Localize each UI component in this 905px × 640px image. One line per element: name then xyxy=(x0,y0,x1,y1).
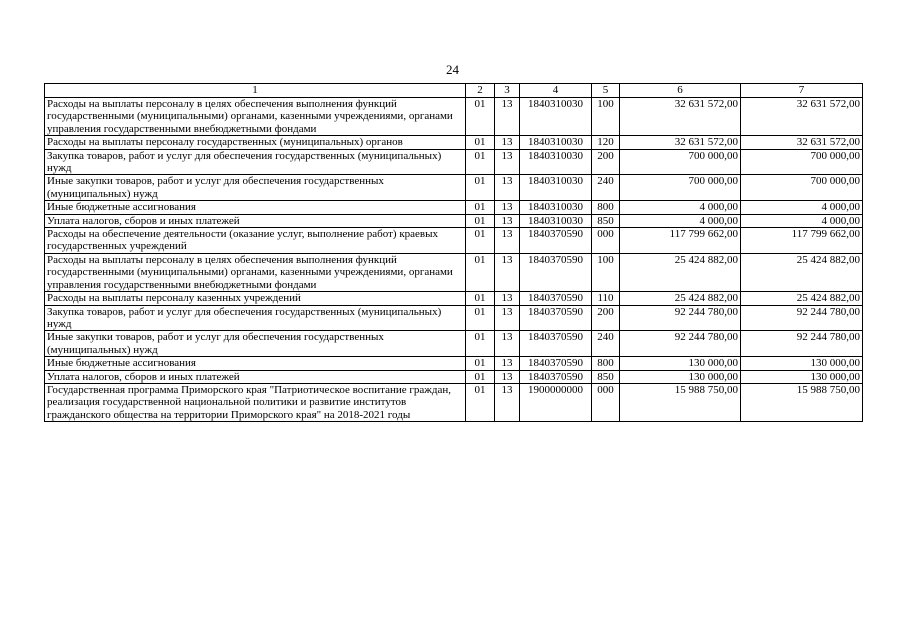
subsection-code-cell: 13 xyxy=(495,253,520,291)
amount-year1-cell: 25 424 882,00 xyxy=(620,292,741,305)
table-row xyxy=(45,331,863,357)
amount-year2-cell: 700 000,00 xyxy=(741,175,863,201)
expense-type-cell: 200 xyxy=(592,149,620,175)
section-code-cell: 01 xyxy=(466,253,495,291)
amount-year2-cell: 92 244 780,00 xyxy=(741,305,863,331)
expense-type-cell: 200 xyxy=(592,305,620,331)
target-article-cell: 1840310030 xyxy=(520,149,592,175)
table-row xyxy=(45,370,863,383)
row-name-cell: Иные бюджетные ассигнования xyxy=(45,201,466,214)
expense-type-cell: 120 xyxy=(592,136,620,149)
table-body xyxy=(45,98,863,422)
amount-year1-cell: 130 000,00 xyxy=(620,357,741,370)
target-article-cell: 1840370590 xyxy=(520,305,592,331)
column-header: 3 xyxy=(495,84,520,98)
target-article-cell: 1840370590 xyxy=(520,370,592,383)
target-article-cell: 1900000000 xyxy=(520,383,592,421)
section-code-cell: 01 xyxy=(466,175,495,201)
subsection-code-cell: 13 xyxy=(495,175,520,201)
subsection-code-cell: 13 xyxy=(495,357,520,370)
row-name-cell: Расходы на выплаты персоналу в целях обеспечения выполнения функций государственными (муниципальными) органами, казенными учреждениями, органами управления государственными внебюджетными фондами xyxy=(45,98,466,136)
amount-year2-cell: 117 799 662,00 xyxy=(741,228,863,254)
amount-year1-cell: 92 244 780,00 xyxy=(620,305,741,331)
expense-type-cell: 800 xyxy=(592,201,620,214)
expense-type-cell: 100 xyxy=(592,98,620,136)
amount-year2-cell: 32 631 572,00 xyxy=(741,136,863,149)
subsection-code-cell: 13 xyxy=(495,292,520,305)
amount-year2-cell: 4 000,00 xyxy=(741,201,863,214)
expense-type-cell: 850 xyxy=(592,370,620,383)
row-name-cell: Расходы на выплаты персоналу государственных (муниципальных) органов xyxy=(45,136,466,149)
target-article-cell: 1840310030 xyxy=(520,214,592,227)
table-row xyxy=(45,357,863,370)
table-row xyxy=(45,214,863,227)
section-code-cell: 01 xyxy=(466,383,495,421)
table-row xyxy=(45,149,863,175)
budget-table xyxy=(44,83,863,422)
expense-type-cell: 000 xyxy=(592,228,620,254)
subsection-code-cell: 13 xyxy=(495,228,520,254)
section-code-cell: 01 xyxy=(466,357,495,370)
target-article-cell: 1840310030 xyxy=(520,98,592,136)
amount-year1-cell: 32 631 572,00 xyxy=(620,98,741,136)
amount-year2-cell: 130 000,00 xyxy=(741,357,863,370)
expense-type-cell: 240 xyxy=(592,175,620,201)
target-article-cell: 1840310030 xyxy=(520,175,592,201)
amount-year1-cell: 32 631 572,00 xyxy=(620,136,741,149)
subsection-code-cell: 13 xyxy=(495,149,520,175)
table-row xyxy=(45,292,863,305)
header-row xyxy=(45,84,863,98)
section-code-cell: 01 xyxy=(466,149,495,175)
target-article-cell: 1840370590 xyxy=(520,331,592,357)
section-code-cell: 01 xyxy=(466,228,495,254)
table-row xyxy=(45,228,863,254)
expense-type-cell: 110 xyxy=(592,292,620,305)
row-name-cell: Расходы на обеспечение деятельности (оказание услуг, выполнение работ) краевых государственных учреждений xyxy=(45,228,466,254)
section-code-cell: 01 xyxy=(466,214,495,227)
row-name-cell: Уплата налогов, сборов и иных платежей xyxy=(45,214,466,227)
target-article-cell: 1840370590 xyxy=(520,357,592,370)
expense-type-cell: 240 xyxy=(592,331,620,357)
row-name-cell: Закупка товаров, работ и услуг для обеспечения государственных (муниципальных) нужд xyxy=(45,305,466,331)
amount-year2-cell: 32 631 572,00 xyxy=(741,98,863,136)
amount-year2-cell: 15 988 750,00 xyxy=(741,383,863,421)
column-header: 5 xyxy=(592,84,620,98)
target-article-cell: 1840370590 xyxy=(520,253,592,291)
section-code-cell: 01 xyxy=(466,292,495,305)
section-code-cell: 01 xyxy=(466,201,495,214)
column-header: 1 xyxy=(45,84,466,98)
section-code-cell: 01 xyxy=(466,136,495,149)
subsection-code-cell: 13 xyxy=(495,201,520,214)
section-code-cell: 01 xyxy=(466,370,495,383)
subsection-code-cell: 13 xyxy=(495,136,520,149)
expense-type-cell: 850 xyxy=(592,214,620,227)
amount-year2-cell: 700 000,00 xyxy=(741,149,863,175)
target-article-cell: 1840370590 xyxy=(520,228,592,254)
amount-year2-cell: 130 000,00 xyxy=(741,370,863,383)
table-row xyxy=(45,136,863,149)
table-row xyxy=(45,383,863,421)
row-name-cell: Закупка товаров, работ и услуг для обеспечения государственных (муниципальных) нужд xyxy=(45,149,466,175)
expense-type-cell: 000 xyxy=(592,383,620,421)
column-header: 7 xyxy=(741,84,863,98)
table-row xyxy=(45,98,863,136)
subsection-code-cell: 13 xyxy=(495,383,520,421)
table-row xyxy=(45,253,863,291)
table-row xyxy=(45,201,863,214)
amount-year2-cell: 25 424 882,00 xyxy=(741,253,863,291)
amount-year1-cell: 4 000,00 xyxy=(620,214,741,227)
subsection-code-cell: 13 xyxy=(495,98,520,136)
amount-year1-cell: 117 799 662,00 xyxy=(620,228,741,254)
table-row xyxy=(45,175,863,201)
amount-year1-cell: 130 000,00 xyxy=(620,370,741,383)
target-article-cell: 1840310030 xyxy=(520,136,592,149)
row-name-cell: Расходы на выплаты персоналу казенных учреждений xyxy=(45,292,466,305)
subsection-code-cell: 13 xyxy=(495,331,520,357)
amount-year1-cell: 700 000,00 xyxy=(620,175,741,201)
subsection-code-cell: 13 xyxy=(495,370,520,383)
row-name-cell: Расходы на выплаты персоналу в целях обеспечения выполнения функций государственными (муниципальными) органами, казенными учреждениями, органами управления государственными внебюджетными фондами xyxy=(45,253,466,291)
amount-year2-cell: 25 424 882,00 xyxy=(741,292,863,305)
section-code-cell: 01 xyxy=(466,305,495,331)
amount-year1-cell: 4 000,00 xyxy=(620,201,741,214)
row-name-cell: Государственная программа Приморского края "Патриотическое воспитание граждан, реализация государственной национальной политики и развитие институтов гражданского общества на территории Приморского края" на 2018-2021 годы xyxy=(45,383,466,421)
section-code-cell: 01 xyxy=(466,98,495,136)
column-header: 6 xyxy=(620,84,741,98)
row-name-cell: Иные закупки товаров, работ и услуг для обеспечения государственных (муниципальных) нужд xyxy=(45,175,466,201)
expense-type-cell: 800 xyxy=(592,357,620,370)
expense-type-cell: 100 xyxy=(592,253,620,291)
subsection-code-cell: 13 xyxy=(495,214,520,227)
amount-year1-cell: 25 424 882,00 xyxy=(620,253,741,291)
amount-year2-cell: 92 244 780,00 xyxy=(741,331,863,357)
target-article-cell: 1840310030 xyxy=(520,201,592,214)
page-number: 24 xyxy=(446,62,459,77)
amount-year1-cell: 700 000,00 xyxy=(620,149,741,175)
section-code-cell: 01 xyxy=(466,331,495,357)
target-article-cell: 1840370590 xyxy=(520,292,592,305)
table-row xyxy=(45,305,863,331)
row-name-cell: Иные закупки товаров, работ и услуг для обеспечения государственных (муниципальных) нужд xyxy=(45,331,466,357)
row-name-cell: Иные бюджетные ассигнования xyxy=(45,357,466,370)
column-header: 4 xyxy=(520,84,592,98)
subsection-code-cell: 13 xyxy=(495,305,520,331)
row-name-cell: Уплата налогов, сборов и иных платежей xyxy=(45,370,466,383)
amount-year1-cell: 15 988 750,00 xyxy=(620,383,741,421)
amount-year1-cell: 92 244 780,00 xyxy=(620,331,741,357)
column-header: 2 xyxy=(466,84,495,98)
amount-year2-cell: 4 000,00 xyxy=(741,214,863,227)
